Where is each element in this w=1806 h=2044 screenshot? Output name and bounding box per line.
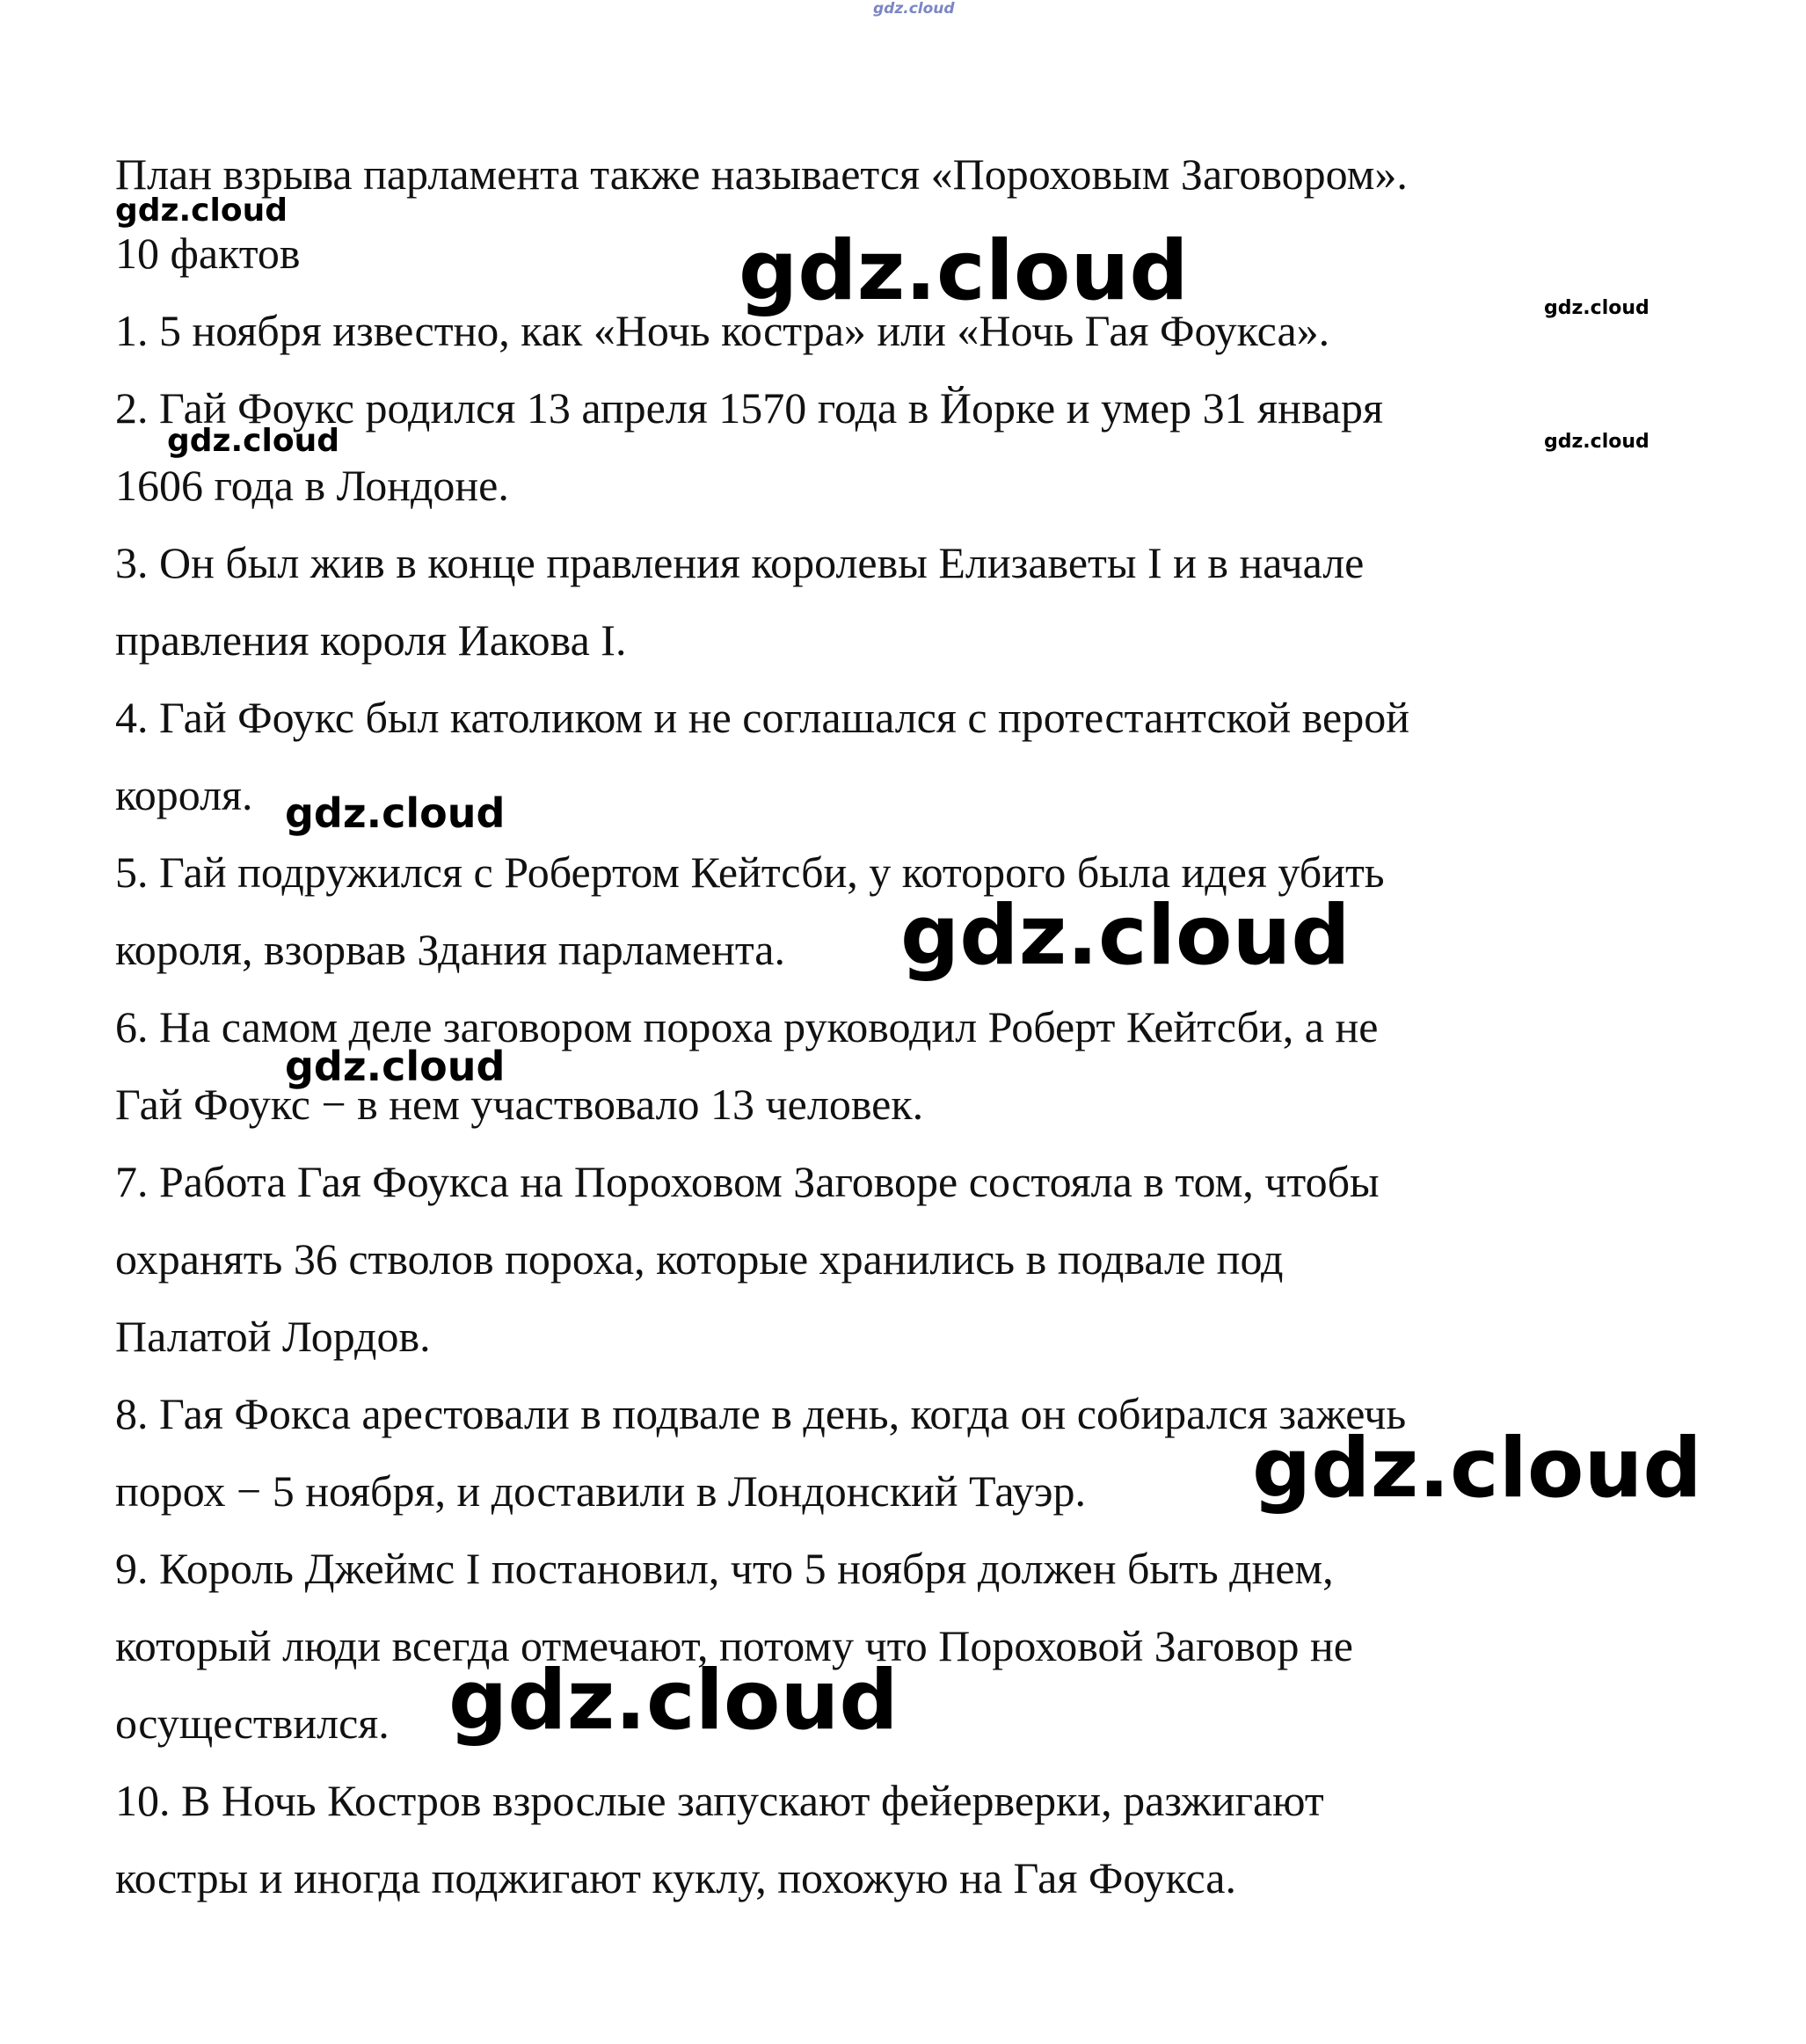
text-line-fact-5b: короля, взорвав Здания парламента.	[115, 925, 785, 974]
text-line-fact-8b: порох − 5 ноября, и доставили в Лондонский Тауэр.	[115, 1466, 1086, 1516]
watermark-tiny-1: gdz.cloud	[1544, 297, 1649, 319]
text-line-fact-7c: Палатой Лордов.	[115, 1312, 431, 1361]
watermark-small-2: gdz.cloud	[167, 423, 339, 459]
text-line-heading: 10 фактов	[115, 229, 301, 278]
watermark-large-1: gdz.cloud	[739, 223, 1189, 319]
text-line-fact-2b: 1606 года в Лондоне.	[115, 461, 509, 510]
watermark-large-4: gdz.cloud	[448, 1653, 899, 1749]
text-line-fact-1: 1. 5 ноября известно, как «Ночь костра» или «Ночь Гая Фоукса».	[115, 306, 1330, 355]
text-line-fact-9c: осуществился.	[115, 1698, 390, 1748]
text-line-fact-7a: 7. Работа Гая Фоукса на Пороховом Заговоре состояла в том, чтобы	[115, 1157, 1380, 1206]
watermark-large-3: gdz.cloud	[1252, 1421, 1702, 1517]
text-line-fact-3b: правления короля Иакова I.	[115, 615, 627, 665]
text-line-fact-6a: 6. На самом деле заговором пороха руководил Роберт Кейтсби, а не	[115, 1002, 1379, 1051]
watermark-medium-2: gdz.cloud	[285, 1043, 506, 1090]
text-line-fact-3a: 3. Он был жив в конце правления королевы Елизаветы I и в начале	[115, 538, 1365, 587]
text-line-fact-9b: который люди всегда отмечают, потому что Пороховой Заговор не	[115, 1621, 1353, 1670]
text-line-fact-8a: 8. Гая Фокса арестовали в подвале в день, когда он собирался зажечь	[115, 1389, 1407, 1438]
text-line-fact-10b: костры и иногда поджигают куклу, похожую на Гая Фоукса.	[115, 1853, 1236, 1902]
text-line-fact-4a: 4. Гай Фоукс был католиком и не соглашался с протестантской верой	[115, 693, 1409, 742]
text-line-intro: План взрыва парламента также называется «Пороховым Заговором».	[115, 149, 1408, 199]
text-line-fact-6b: Гай Фоукс − в нем участвовало 13 человек.	[115, 1080, 924, 1129]
watermark-small-1: gdz.cloud	[115, 193, 288, 229]
watermark-large-2: gdz.cloud	[900, 888, 1351, 984]
text-line-fact-7b: охранять 36 стволов пороха, которые хранились в подвале под	[115, 1234, 1284, 1284]
text-line-fact-2a: 2. Гай Фоукс родился 13 апреля 1570 года в Йорке и умер 31 января	[115, 383, 1384, 433]
text-line-fact-10a: 10. В Ночь Костров взрослые запускают фейерверки, разжигают	[115, 1776, 1324, 1825]
watermark-top: gdz.cloud	[873, 0, 955, 18]
text-line-fact-5a: 5. Гай подружился с Робертом Кейтсби, у которого была идея убить	[115, 847, 1385, 897]
text-line-fact-9a: 9. Король Джеймс I постановил, что 5 ноября должен быть днем,	[115, 1544, 1334, 1593]
watermark-tiny-2: gdz.cloud	[1544, 431, 1649, 453]
text-line-fact-4b: короля.	[115, 770, 253, 819]
watermark-medium-1: gdz.cloud	[285, 789, 506, 837]
